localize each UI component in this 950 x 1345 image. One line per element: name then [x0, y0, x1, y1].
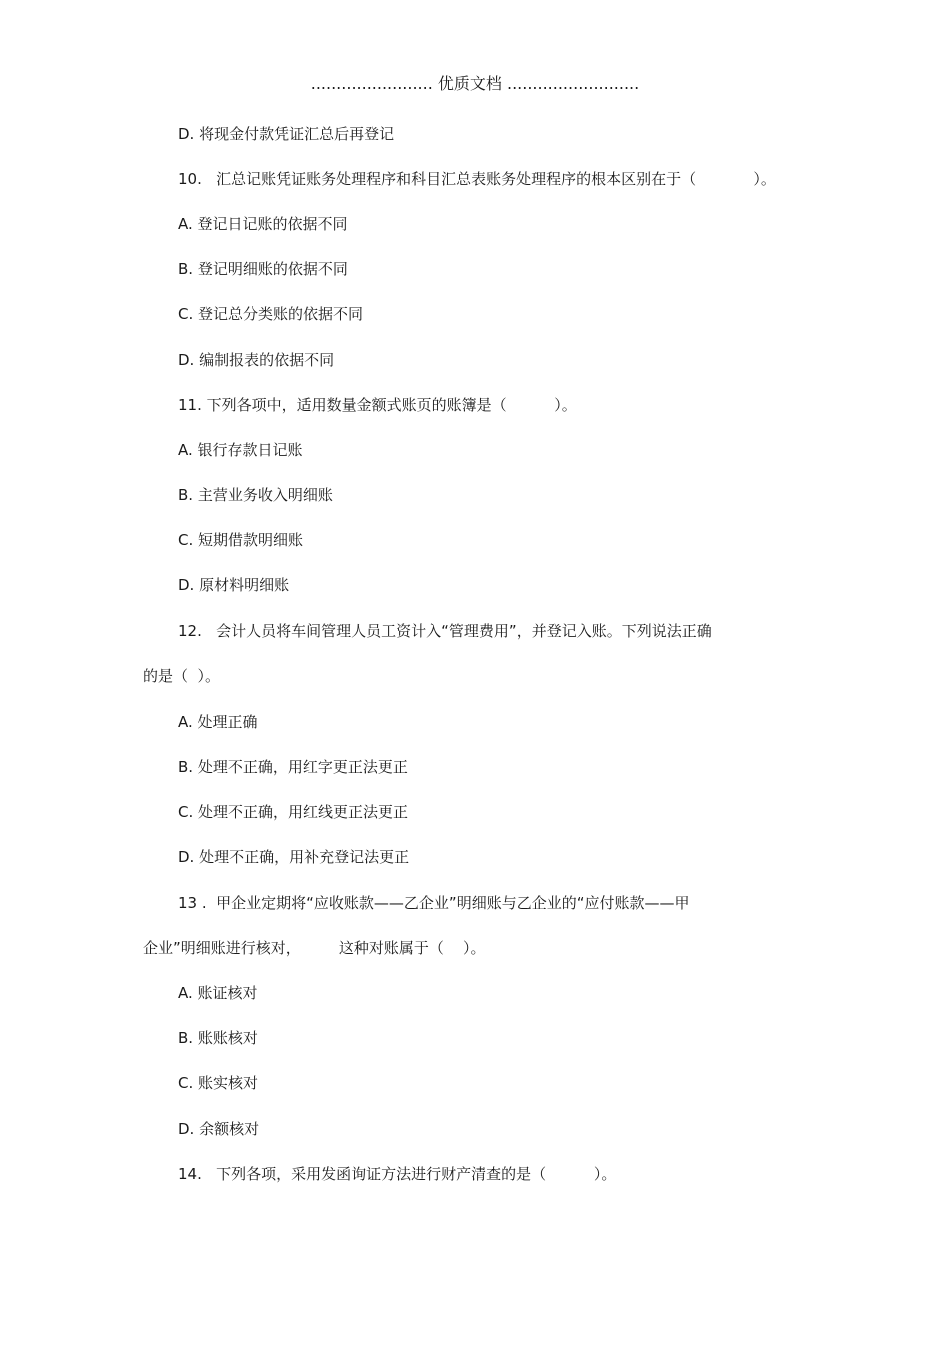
- option-13c: C. 账实核对: [178, 1074, 259, 1092]
- question-13: 13 . 甲企业定期将“应收账款——乙企业”明细账与乙企业的“应付账款——甲: [178, 894, 690, 912]
- option-10b: B. 登记明细账的依据不同: [178, 260, 348, 278]
- question-12: 12. 会计人员将车间管理人员工资计入“管理费用”，并登记入账。下列说法正确: [178, 622, 712, 640]
- option-13d: D. 余额核对: [178, 1120, 260, 1138]
- option-11c: C. 短期借款明细账: [178, 531, 304, 549]
- option-11a: A. 银行存款日记账: [178, 441, 303, 459]
- option-9d: D. 将现金付款凭证汇总后再登记: [178, 125, 395, 143]
- option-10c: C. 登记总分类账的依据不同: [178, 305, 364, 323]
- option-13a: A. 账证核对: [178, 984, 258, 1002]
- question-13-cont: 企业”明细账进行核对， 这种对账属于（ ）。: [143, 939, 486, 957]
- page-header: ........................ 优质文档 ..........................: [310, 74, 640, 93]
- option-13b: B. 账账核对: [178, 1029, 258, 1047]
- option-10d: D. 编制报表的依据不同: [178, 351, 335, 369]
- option-11d: D. 原材料明细账: [178, 576, 290, 594]
- option-12a: A. 处理正确: [178, 713, 258, 731]
- question-14: 14. 下列各项，采用发函询证方法进行财产清查的是（ ）。: [178, 1165, 617, 1183]
- option-11b: B. 主营业务收入明细账: [178, 486, 333, 504]
- option-10a: A. 登记日记账的依据不同: [178, 215, 348, 233]
- option-12d: D. 处理不正确，用补充登记法更正: [178, 848, 410, 866]
- question-12-cont: 的是（ ）。: [143, 667, 221, 685]
- option-12b: B. 处理不正确，用红字更正法更正: [178, 758, 408, 776]
- option-12c: C. 处理不正确，用红线更正法更正: [178, 803, 409, 821]
- question-10: 10. 汇总记账凭证账务处理程序和科目汇总表账务处理程序的根本区别在于（ ）。: [178, 170, 776, 188]
- question-11: 11. 下列各项中，适用数量金额式账页的账簿是（ ）。: [178, 396, 577, 414]
